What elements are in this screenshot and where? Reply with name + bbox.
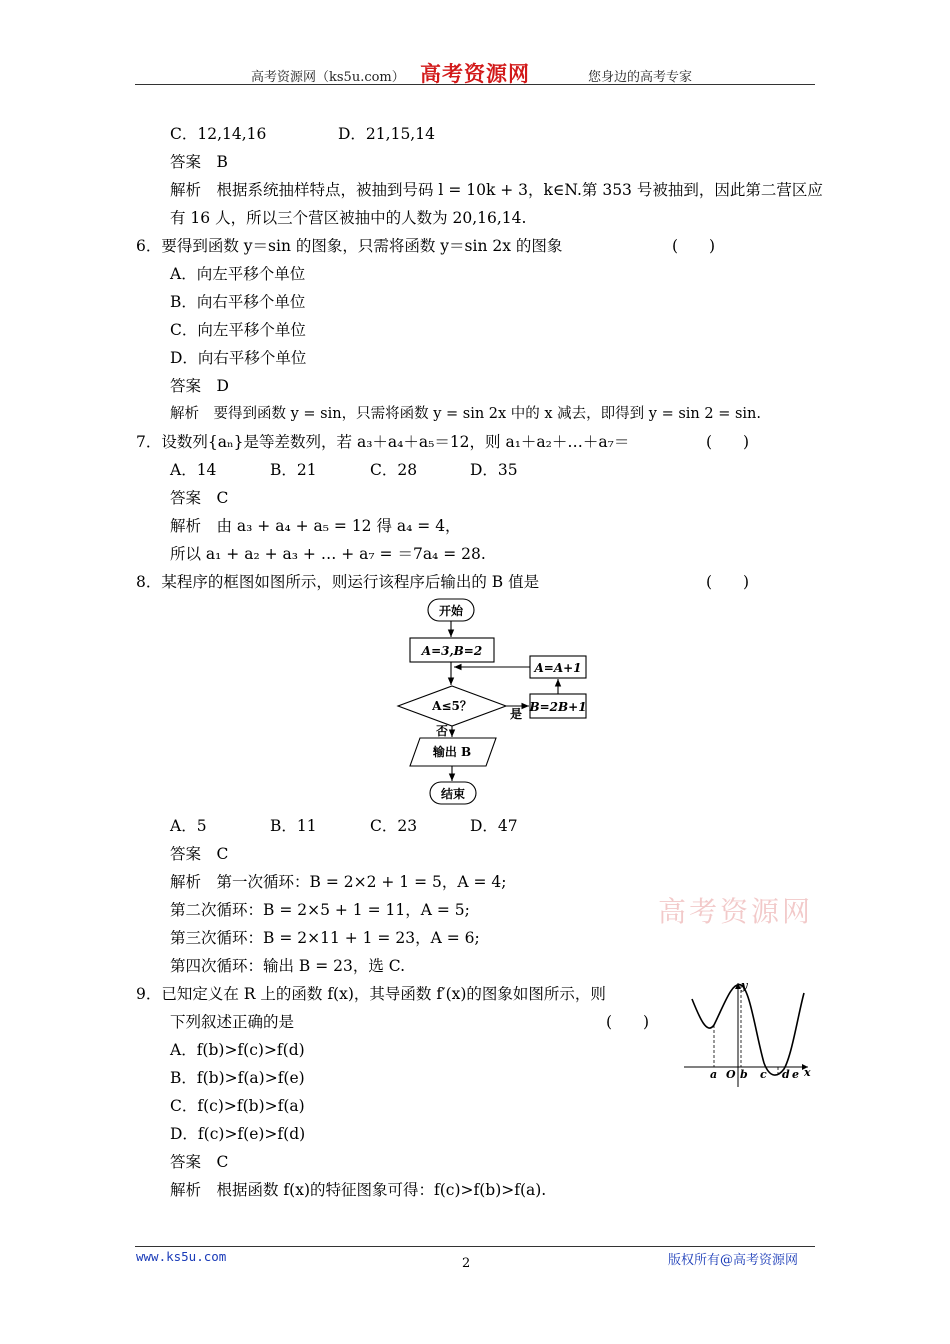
flowchart-b-update-label: B=2B+1 [529,700,587,714]
option-line: D．f(c)>f(e)>f(d) [170,1125,306,1143]
point-e-label: e [792,1068,799,1081]
flowchart-yes-label: 是 [509,707,523,721]
answer-line: 答案 B [170,153,228,171]
flowchart-diagram [390,594,600,808]
flowchart-output-label: 输出 B [432,745,472,759]
option-line: A．f(b)>f(c)>f(d) [170,1041,305,1059]
x-axis-label: x [804,1066,811,1079]
option-line: C．12,14,16 [170,125,267,143]
option-line: A．5 [170,817,207,835]
header-slogan: 您身边的高考专家 [588,70,693,85]
answer-bracket: ( ) [606,1013,650,1031]
answer-line: 答案 D [170,377,229,395]
flowchart-start-label: 开始 [438,604,464,618]
option-line: C．向左平移个单位 [170,321,306,339]
option-line: A．14 [170,461,217,479]
header-rule [135,84,815,85]
question-8: 8．某程序的框图如图所示，则运行该程序后输出的 B 值是 [136,573,540,591]
flowchart-condition-label: A≤5？ [432,699,472,713]
answer-bracket: ( ) [706,433,750,451]
answer-bracket: ( ) [672,237,716,255]
option-line: B．向右平移个单位 [170,293,306,311]
analysis-line: 第二次循环：B = 2×5 + 1 = 11，A = 5; [170,901,470,919]
option-line: C．28 [370,461,418,479]
option-line: D．21,15,14 [338,125,435,143]
option-line: C．23 [370,817,418,835]
option-line: B．21 [270,461,317,479]
option-line: A．向左平移个单位 [170,265,306,283]
origin-label: O [726,1068,736,1081]
question-9: 9．已知定义在 R 上的函数 f(x)，其导函数 f′(x)的图象如图所示，则 [136,985,606,1003]
point-b-label: b [740,1068,748,1081]
flowchart-no-label: 否 [435,724,449,738]
question-9-cont: 下列叙述正确的是 [170,1013,295,1031]
option-line: D．向右平移个单位 [170,349,307,367]
option-line: D．47 [470,817,518,835]
option-line: C．f(c)>f(b)>f(a) [170,1097,305,1115]
header-logo: 高考资源网 [420,61,530,86]
derivative-curve [692,985,804,1076]
footer-website-link[interactable]: www.ks5u.com [136,1249,227,1264]
analysis-line: 第四次循环：输出 B = 23，选 C. [170,957,406,975]
flowchart-a-increment-label: A=A+1 [534,661,582,675]
flowchart-end-label: 结束 [440,787,466,801]
derivative-graph [680,975,815,1090]
option-line: D．35 [470,461,518,479]
point-c-label: c [760,1068,767,1081]
analysis-line: 有 16 人，所以三个营区被抽中的人数为 20,16,14. [170,209,527,227]
question-7: 7．设数列{aₙ}是等差数列，若 a₃＋a₄＋a₅＝12，则 a₁＋a₂＋…＋a₇＝ [136,433,630,451]
y-axis-label: y [741,979,748,992]
answer-line: 答案 C [170,1153,229,1171]
page-number: 2 [462,1256,471,1271]
analysis-line: 解析 根据系统抽样特点，被抽到号码 l = 10k + 3，k∈N.第 353 号被抽到，因此第二营区应 [170,181,823,199]
analysis-line: 第三次循环：B = 2×11 + 1 = 23，A = 6; [170,929,480,947]
analysis-line: 解析 由 a₃ + a₄ + a₅ = 12 得 a₄ = 4， [170,517,461,535]
answer-bracket: ( ) [706,573,750,591]
footer-rule [135,1246,815,1247]
flowchart-init-label: A=3,B=2 [421,644,483,658]
point-a-label: a [710,1068,718,1081]
answer-line: 答案 C [170,845,229,863]
question-6: 6．要得到函数 y＝sin 的图象，只需将函数 y＝sin 2x 的图象 [136,237,563,255]
analysis-line: 解析 要得到函数 y = sin，只需将函数 y = sin 2x 中的 x 减去，即得到 y = sin 2 = sin. [170,406,762,422]
analysis-line: 解析 第一次循环：B = 2×2 + 1 = 5，A = 4; [170,873,507,891]
footer-copyright: 版权所有@高考资源网 [668,1253,799,1268]
analysis-line: 解析 根据函数 f(x)的特征图象可得：f(c)>f(b)>f(a). [170,1181,547,1199]
header-site-name: 高考资源网（ks5u.com） [251,70,405,85]
analysis-line: 所以 a₁ + a₂ + a₃ + … + a₇ = ＝7a₄ = 28. [170,545,486,563]
point-d-label: d [782,1068,790,1081]
option-line: B．11 [270,817,317,835]
option-line: B．f(b)>f(a)>f(e) [170,1069,305,1087]
answer-line: 答案 C [170,489,229,507]
watermark: 高考资源网 [658,895,814,928]
